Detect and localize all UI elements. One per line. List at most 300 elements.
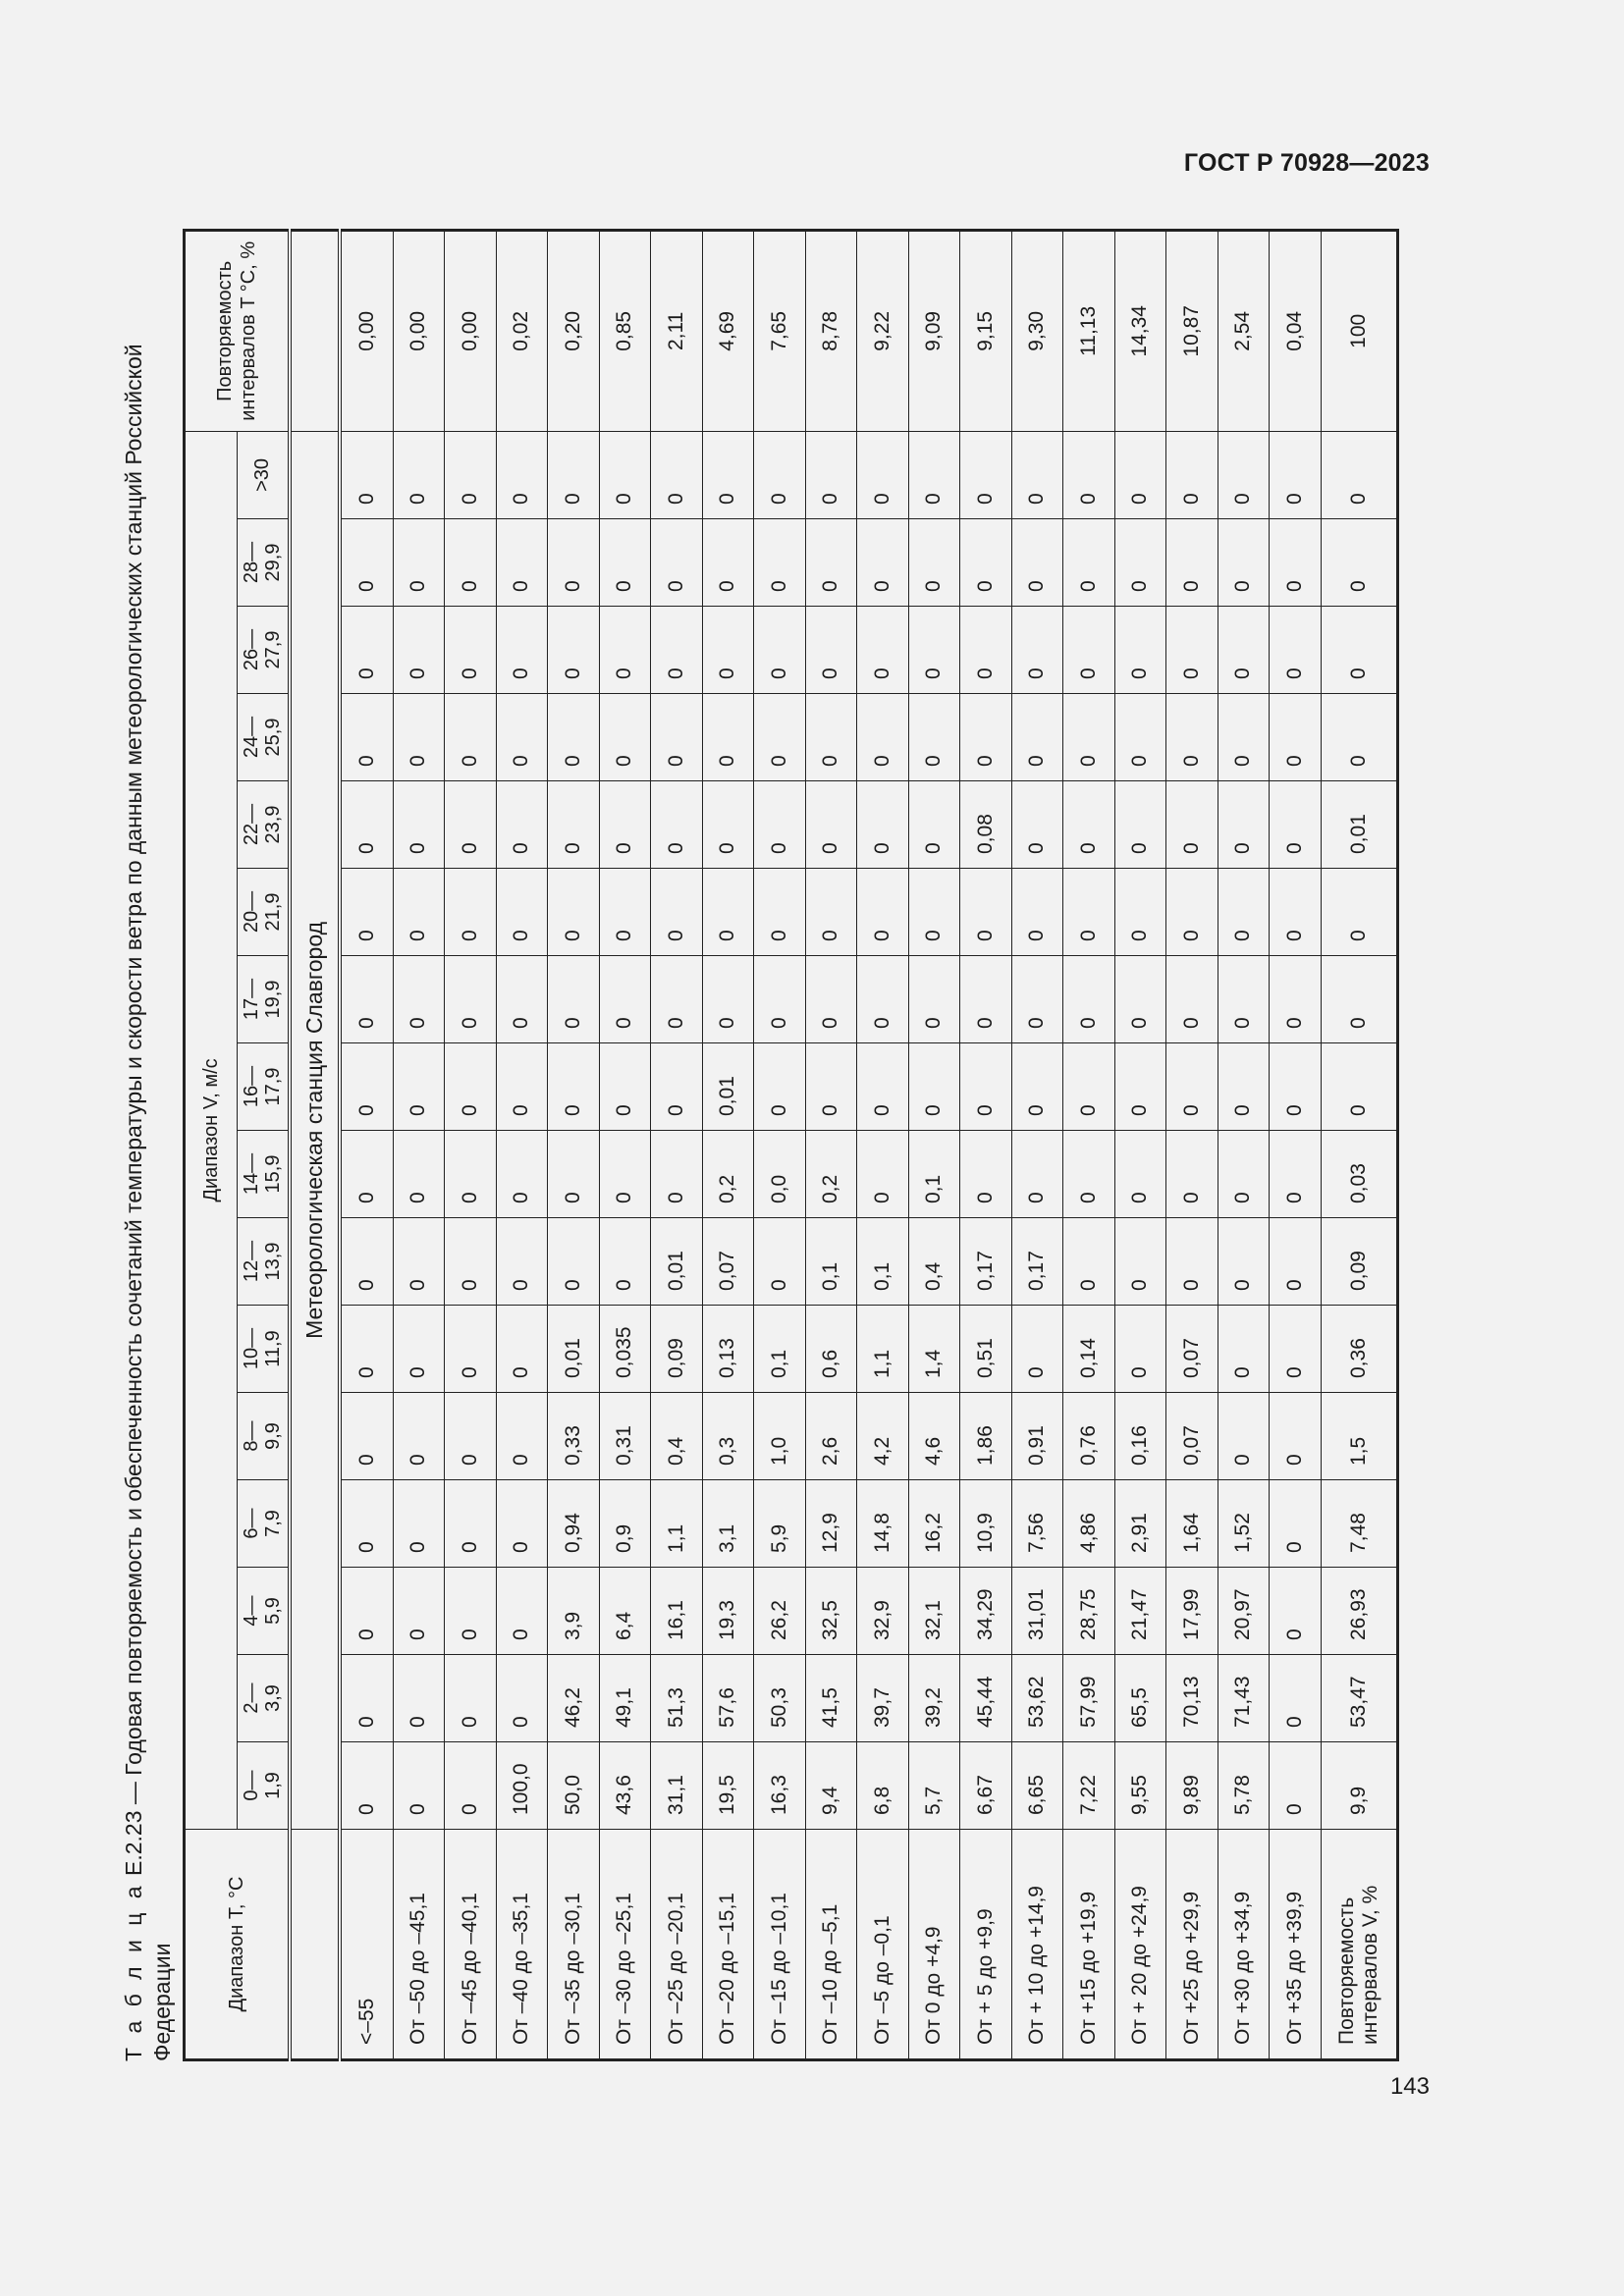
value-cell: 0 (1218, 781, 1270, 869)
value-cell: 3,1 (702, 1480, 754, 1568)
value-cell: 0 (1218, 519, 1270, 607)
value-cell: 0 (1063, 519, 1115, 607)
value-cell: 9,55 (1114, 1742, 1166, 1830)
value-cell: 0 (1011, 781, 1063, 869)
value-cell: 6,65 (1011, 1742, 1063, 1830)
value-cell: 0 (496, 694, 548, 781)
value-cell: 0 (340, 869, 393, 956)
value-cell: 0,07 (1166, 1393, 1218, 1480)
value-cell: 0 (960, 607, 1012, 694)
value-cell: 0 (1114, 1043, 1166, 1131)
value-cell: 10,9 (960, 1480, 1012, 1568)
value-cell: 0 (393, 1043, 445, 1131)
value-cell: 0 (1063, 781, 1115, 869)
value-cell: 0,1 (805, 1218, 857, 1306)
value-cell: 53,47 (1321, 1655, 1397, 1742)
value-cell: 0 (1011, 1306, 1063, 1393)
value-cell: 9,9 (1321, 1742, 1397, 1830)
value-cell: 0 (1218, 1393, 1270, 1480)
value-cell: 0 (908, 431, 960, 518)
value-cell: 0 (908, 781, 960, 869)
table-row (1218, 230, 1270, 2059)
value-cell: 0 (702, 431, 754, 518)
repeatability-cell: 100 (1321, 230, 1397, 431)
header-v-range: 12— 13,9 (237, 1218, 290, 1306)
value-cell: 0 (1063, 1218, 1115, 1306)
value-cell: 0 (857, 1043, 909, 1131)
value-cell: 0 (754, 956, 806, 1043)
value-cell: 20,97 (1218, 1568, 1270, 1655)
value-cell: 0 (496, 1655, 548, 1742)
value-cell: 1,1 (857, 1306, 909, 1393)
value-cell: 0 (393, 1480, 445, 1568)
value-cell: 9,89 (1166, 1742, 1218, 1830)
value-cell: 0,1 (857, 1218, 909, 1306)
value-cell: 0 (496, 781, 548, 869)
value-cell: 0,09 (1321, 1218, 1397, 1306)
value-cell: 0 (1270, 1655, 1322, 1742)
value-cell: 0 (496, 1393, 548, 1480)
repeatability-cell: 8,78 (805, 230, 857, 431)
value-cell: 31,01 (1011, 1568, 1063, 1655)
value-cell: 0 (805, 781, 857, 869)
value-cell: 0 (1218, 694, 1270, 781)
value-cell: 0 (1218, 1131, 1270, 1218)
value-cell: 0 (496, 1131, 548, 1218)
temperature-range-cell: От + 10 до +14,9 (1011, 1830, 1063, 2060)
table-row (1063, 230, 1115, 2059)
value-cell: 71,43 (1218, 1655, 1270, 1742)
value-cell: 0 (340, 1306, 393, 1393)
value-cell: 0 (445, 607, 497, 694)
value-cell: 0 (1166, 781, 1218, 869)
value-cell: 1,4 (908, 1306, 960, 1393)
value-cell: 0 (1218, 607, 1270, 694)
value-cell: 0,07 (702, 1218, 754, 1306)
header-v-range: 24— 25,9 (237, 694, 290, 781)
value-cell: 0,94 (548, 1480, 600, 1568)
value-cell: 0 (805, 519, 857, 607)
value-cell: 0 (1166, 431, 1218, 518)
value-cell: 6,67 (960, 1742, 1012, 1830)
table-row (754, 230, 806, 2059)
value-cell: 0 (393, 1218, 445, 1306)
temperature-range-cell: От –25 до –20,1 (651, 1830, 703, 2060)
value-cell: 0 (1270, 694, 1322, 781)
value-cell: 0 (1063, 1043, 1115, 1131)
value-cell: 0,1 (908, 1131, 960, 1218)
value-cell: 5,7 (908, 1742, 960, 1830)
value-cell: 0 (599, 607, 651, 694)
value-cell: 0,33 (548, 1393, 600, 1480)
value-cell: 57,6 (702, 1655, 754, 1742)
value-cell: 0 (548, 869, 600, 956)
table-row (702, 230, 754, 2059)
value-cell: 0 (1270, 1393, 1322, 1480)
value-cell: 0 (1063, 956, 1115, 1043)
value-cell: 7,22 (1063, 1742, 1115, 1830)
value-cell: 0 (340, 1218, 393, 1306)
value-cell: 0 (599, 694, 651, 781)
value-cell: 0,4 (651, 1393, 703, 1480)
value-cell: 0 (857, 607, 909, 694)
value-cell: 0,09 (651, 1306, 703, 1393)
value-cell: 0 (340, 1393, 393, 1480)
value-cell: 0 (445, 1655, 497, 1742)
value-cell: 0 (1063, 694, 1115, 781)
value-cell: 51,3 (651, 1655, 703, 1742)
value-cell: 65,5 (1114, 1655, 1166, 1742)
data-table (183, 229, 1399, 2061)
table-row (496, 230, 548, 2059)
value-cell: 46,2 (548, 1655, 600, 1742)
repeatability-cell: 0,00 (340, 230, 393, 431)
value-cell: 0 (1270, 1568, 1322, 1655)
value-cell: 0 (599, 869, 651, 956)
value-cell: 0 (393, 1742, 445, 1830)
value-cell: 0 (1321, 1043, 1397, 1131)
value-cell: 28,75 (1063, 1568, 1115, 1655)
value-cell: 0 (857, 781, 909, 869)
repeatability-cell: 14,34 (1114, 230, 1166, 431)
value-cell: 0 (1063, 869, 1115, 956)
value-cell: 49,1 (599, 1655, 651, 1742)
value-cell: 0,6 (805, 1306, 857, 1393)
value-cell: 0 (1270, 519, 1322, 607)
value-cell: 0 (805, 956, 857, 1043)
value-cell: 39,2 (908, 1655, 960, 1742)
table-row (599, 230, 651, 2059)
station-row-blank (290, 1830, 340, 2060)
value-cell: 0 (599, 1131, 651, 1218)
temperature-range-cell: <–55 (340, 1830, 393, 2060)
temperature-range-cell: От –10 до –5,1 (805, 1830, 857, 2060)
header-v-range: 2— 3,9 (237, 1655, 290, 1742)
value-cell: 0,3 (702, 1393, 754, 1480)
value-cell: 0 (445, 431, 497, 518)
value-cell: 43,6 (599, 1742, 651, 1830)
value-cell: 0,4 (908, 1218, 960, 1306)
value-cell: 16,1 (651, 1568, 703, 1655)
value-cell: 1,52 (1218, 1480, 1270, 1568)
wind-speed-subheader-row (237, 230, 290, 2059)
repeatability-cell: 0,04 (1270, 230, 1322, 431)
header-v-range: 17— 19,9 (237, 956, 290, 1043)
value-cell: 0 (1166, 607, 1218, 694)
value-cell: 0 (754, 1218, 806, 1306)
page-number: 143 (1389, 2073, 1430, 2100)
value-cell: 0,07 (1166, 1306, 1218, 1393)
value-cell: 0 (1063, 607, 1115, 694)
value-cell: 0 (1114, 781, 1166, 869)
value-cell: 0,2 (805, 1131, 857, 1218)
caption-label: Т а б л и ц а (121, 1882, 146, 2061)
value-cell: 0 (857, 1131, 909, 1218)
value-cell: 1,5 (1321, 1393, 1397, 1480)
repeatability-cell: 0,00 (445, 230, 497, 431)
value-cell: 0 (599, 1218, 651, 1306)
value-cell: 0 (805, 607, 857, 694)
value-cell: 19,3 (702, 1568, 754, 1655)
value-cell: 0 (651, 956, 703, 1043)
value-cell: 0 (651, 431, 703, 518)
value-cell: 3,9 (548, 1568, 600, 1655)
value-cell: 0 (496, 1043, 548, 1131)
value-cell: 0 (651, 869, 703, 956)
value-cell: 0 (340, 694, 393, 781)
value-cell: 0 (702, 694, 754, 781)
temperature-range-cell: От + 20 до +24,9 (1114, 1830, 1166, 2060)
repeatability-cell: 9,30 (1011, 230, 1063, 431)
value-cell: 0,01 (1321, 781, 1397, 869)
header-v-range: 16— 17,9 (237, 1043, 290, 1131)
value-cell: 0 (445, 1131, 497, 1218)
temperature-range-cell: От 0 до +4,9 (908, 1830, 960, 2060)
repeatability-cell: 11,13 (1063, 230, 1115, 431)
temperature-range-cell: От +25 до +29,9 (1166, 1830, 1218, 2060)
value-cell: 0 (754, 694, 806, 781)
temperature-range-cell: От –50 до –45,1 (393, 1830, 445, 2060)
value-cell: 0 (1270, 1480, 1322, 1568)
value-cell: 0 (1270, 956, 1322, 1043)
value-cell: 0 (393, 1393, 445, 1480)
value-cell: 0 (1270, 1306, 1322, 1393)
rotated-page-content (108, 226, 1429, 2061)
value-cell: 26,93 (1321, 1568, 1397, 1655)
header-v-range: 22— 23,9 (237, 781, 290, 869)
value-cell: 0 (1270, 1218, 1322, 1306)
value-cell: 0 (857, 694, 909, 781)
value-cell: 0 (1114, 1131, 1166, 1218)
value-cell: 0 (1063, 431, 1115, 518)
value-cell: 0,03 (1321, 1131, 1397, 1218)
value-cell: 0 (548, 1218, 600, 1306)
value-cell: 0 (1270, 431, 1322, 518)
value-cell: 0 (908, 956, 960, 1043)
repeatability-cell: 4,69 (702, 230, 754, 431)
value-cell: 39,7 (857, 1655, 909, 1742)
value-cell: 0 (340, 1131, 393, 1218)
value-cell: 2,6 (805, 1393, 857, 1480)
value-cell: 0,17 (960, 1218, 1012, 1306)
value-cell: 0 (340, 956, 393, 1043)
table-row (857, 230, 909, 2059)
value-cell: 0 (393, 431, 445, 518)
value-cell: 0 (393, 1306, 445, 1393)
value-cell: 0 (599, 956, 651, 1043)
value-cell: 45,44 (960, 1655, 1012, 1742)
temperature-range-cell: От –15 до –10,1 (754, 1830, 806, 2060)
value-cell: 0 (960, 431, 1012, 518)
value-cell: 0 (599, 431, 651, 518)
value-cell: 0 (651, 519, 703, 607)
value-cell: 0 (908, 869, 960, 956)
value-cell: 16,3 (754, 1742, 806, 1830)
value-cell: 0 (1321, 956, 1397, 1043)
value-cell: 0 (754, 1043, 806, 1131)
value-cell: 0,36 (1321, 1306, 1397, 1393)
value-cell: 0 (1166, 956, 1218, 1043)
value-cell: 0 (960, 1131, 1012, 1218)
value-cell: 100,0 (496, 1742, 548, 1830)
value-cell: 0,0 (754, 1131, 806, 1218)
value-cell: 0 (702, 956, 754, 1043)
value-cell: 0,91 (1011, 1393, 1063, 1480)
value-cell: 0 (1011, 956, 1063, 1043)
value-cell: 4,6 (908, 1393, 960, 1480)
temperature-range-cell: От +15 до +19,9 (1063, 1830, 1115, 2060)
value-cell: 0 (1270, 607, 1322, 694)
value-cell: 0 (702, 607, 754, 694)
value-cell: 2,91 (1114, 1480, 1166, 1568)
value-cell: 0 (393, 694, 445, 781)
value-cell: 32,1 (908, 1568, 960, 1655)
value-cell: 0 (805, 431, 857, 518)
value-cell: 0 (445, 1568, 497, 1655)
repeatability-cell: 0,00 (393, 230, 445, 431)
value-cell: 0 (1218, 869, 1270, 956)
value-cell: 0 (548, 694, 600, 781)
value-cell: 0 (340, 519, 393, 607)
table-row (340, 230, 393, 2059)
table-row (445, 230, 497, 2059)
value-cell: 0,1 (754, 1306, 806, 1393)
value-cell: 0,01 (651, 1218, 703, 1306)
value-cell: 0 (548, 956, 600, 1043)
value-cell: 0 (651, 1043, 703, 1131)
value-cell: 0 (1321, 694, 1397, 781)
value-cell: 34,29 (960, 1568, 1012, 1655)
value-cell: 0,035 (599, 1306, 651, 1393)
value-cell: 0 (340, 1480, 393, 1568)
value-cell: 0 (445, 1393, 497, 1480)
value-cell: 0 (1166, 1131, 1218, 1218)
temperature-range-cell: От +30 до +34,9 (1218, 1830, 1270, 2060)
repeatability-cell: 9,09 (908, 230, 960, 431)
value-cell: 0 (1166, 1043, 1218, 1131)
value-cell: 0 (1166, 1218, 1218, 1306)
value-cell: 0 (393, 869, 445, 956)
value-cell: 0 (1218, 956, 1270, 1043)
temperature-range-cell: От + 5 до +9,9 (960, 1830, 1012, 2060)
repeatability-cell: 2,54 (1218, 230, 1270, 431)
value-cell: 0 (548, 519, 600, 607)
value-cell: 0 (1270, 1043, 1322, 1131)
value-cell: 14,8 (857, 1480, 909, 1568)
value-cell: 1,0 (754, 1393, 806, 1480)
station-row (290, 230, 340, 2059)
value-cell: 0 (754, 607, 806, 694)
value-cell: 9,4 (805, 1742, 857, 1830)
caption-text: — Годовая повторяемость и обеспеченность сочетаний температуры и скорости ветра по данным метеорологических станций Российской Федерации (121, 344, 175, 2061)
value-cell: 0 (1270, 1742, 1322, 1830)
value-cell: 0 (496, 1218, 548, 1306)
value-cell: 0 (1114, 431, 1166, 518)
header-temperature-range: Диапазон T, °C (185, 1830, 291, 2060)
value-cell: 0 (857, 431, 909, 518)
value-cell: 0 (1063, 1131, 1115, 1218)
value-cell: 0 (1011, 1043, 1063, 1131)
value-cell: 0 (1114, 1218, 1166, 1306)
value-cell: 41,5 (805, 1655, 857, 1742)
value-cell: 7,56 (1011, 1480, 1063, 1568)
value-cell: 0 (908, 1043, 960, 1131)
temperature-range-cell: От –30 до –25,1 (599, 1830, 651, 2060)
table-row (805, 230, 857, 2059)
table-row (960, 230, 1012, 2059)
value-cell: 0 (1011, 869, 1063, 956)
value-cell: 0 (702, 869, 754, 956)
value-cell: 0 (496, 869, 548, 956)
value-cell: 0 (754, 519, 806, 607)
value-cell: 0 (496, 1306, 548, 1393)
value-cell: 0 (908, 694, 960, 781)
value-cell: 0,16 (1114, 1393, 1166, 1480)
header-v-range: 8— 9,9 (237, 1393, 290, 1480)
value-cell: 0 (445, 1306, 497, 1393)
value-cell: 0 (1321, 431, 1397, 518)
value-cell: 17,99 (1166, 1568, 1218, 1655)
value-cell: 0 (445, 781, 497, 869)
value-cell: 0 (496, 519, 548, 607)
value-cell: 0 (340, 431, 393, 518)
value-cell: 7,48 (1321, 1480, 1397, 1568)
value-cell: 70,13 (1166, 1655, 1218, 1742)
value-cell: 0 (445, 869, 497, 956)
value-cell: 0,76 (1063, 1393, 1115, 1480)
value-cell: 0 (445, 956, 497, 1043)
header-v-range: 6— 7,9 (237, 1480, 290, 1568)
value-cell: 0 (857, 869, 909, 956)
value-cell: 0 (1011, 694, 1063, 781)
value-cell: 0 (1218, 1043, 1270, 1131)
value-cell: 0,31 (599, 1393, 651, 1480)
value-cell: 0 (1321, 869, 1397, 956)
table-row (1270, 230, 1322, 2059)
repeatability-cell: 2,11 (651, 230, 703, 431)
total-label: Повторяемость интервалов V, % (1321, 1830, 1397, 2060)
value-cell: 0 (445, 1742, 497, 1830)
value-cell: 0 (393, 519, 445, 607)
value-cell: 0 (651, 607, 703, 694)
value-cell: 16,2 (908, 1480, 960, 1568)
value-cell: 0 (754, 869, 806, 956)
value-cell: 0 (599, 781, 651, 869)
header-wind-speed-range: Диапазон V, м/с (185, 431, 238, 1829)
value-cell: 0 (1270, 869, 1322, 956)
table-row (651, 230, 703, 2059)
value-cell: 19,5 (702, 1742, 754, 1830)
value-cell: 0 (960, 869, 1012, 956)
table-row (393, 230, 445, 2059)
value-cell: 0 (960, 956, 1012, 1043)
value-cell: 0 (1218, 431, 1270, 518)
value-cell: 0,01 (702, 1043, 754, 1131)
value-cell: 0 (1270, 1131, 1322, 1218)
value-cell: 0,51 (960, 1306, 1012, 1393)
value-cell: 0,17 (1011, 1218, 1063, 1306)
value-cell: 0 (1114, 1306, 1166, 1393)
table-row (548, 230, 600, 2059)
temperature-range-cell: От –40 до –35,1 (496, 1830, 548, 2060)
value-cell: 0 (702, 519, 754, 607)
value-cell: 0 (393, 956, 445, 1043)
value-cell: 1,86 (960, 1393, 1012, 1480)
value-cell: 21,47 (1114, 1568, 1166, 1655)
value-cell: 0 (1011, 607, 1063, 694)
value-cell: 0 (340, 1043, 393, 1131)
value-cell: 0 (445, 519, 497, 607)
